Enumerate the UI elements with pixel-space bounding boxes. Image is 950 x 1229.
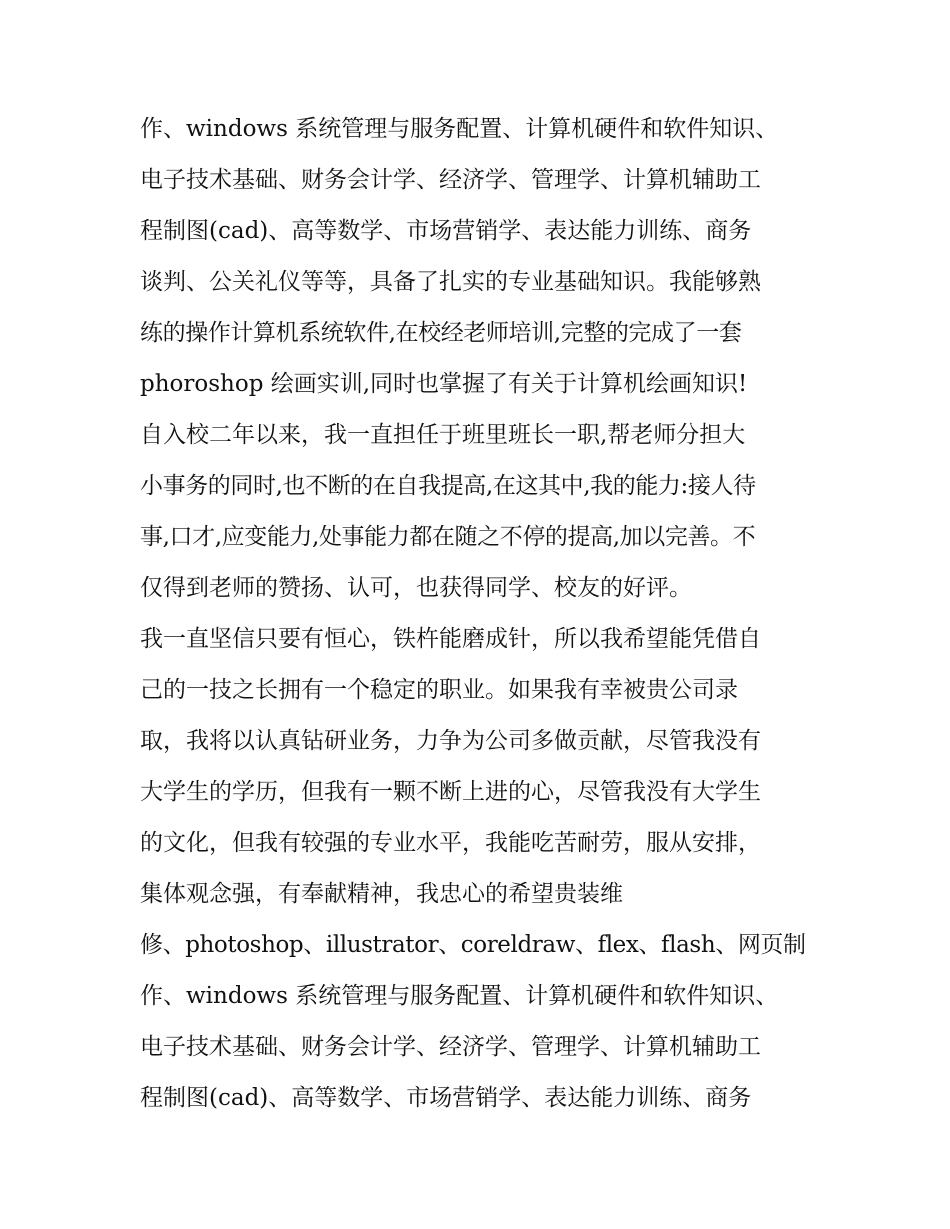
text-line: 仅得到老师的赞扬、认可，也获得同学、校友的好评。 [140,575,692,601]
text-line: phoroshop 绘画实训,同时也掌握了有关于计算机绘画知识! [140,371,748,397]
text-line: 练的操作计算机系统软件,在校经老师培训,完整的完成了一套 [140,320,742,346]
document-body-text [140,104,820,1124]
text-line: 作、windows 系统管理与服务配置、计算机硬件和软件知识、 [140,116,779,142]
text-line: 作、windows 系统管理与服务配置、计算机硬件和软件知识、 [140,983,779,1009]
text-line: 程制图(cad)、高等数学、市场营销学、表达能力训练、商务 [140,1085,752,1111]
text-line: 程制图(cad)、高等数学、市场营销学、表达能力训练、商务 [140,218,752,244]
text-line: 修、photoshop、illustrator、coreldraw、flex、flash、网页制 [140,932,806,958]
text-line: 电子技术基础、财务会计学、经济学、管理学、计算机辅助工 [140,167,761,193]
text-line: 的文化，但我有较强的专业水平，我能吃苦耐劳，服从安排， [140,830,761,856]
text-line: 集体观念强，有奉献精神，我忠心的希望贵装维 [140,881,623,907]
text-line: 电子技术基础、财务会计学、经济学、管理学、计算机辅助工 [140,1034,761,1060]
text-line: 己的一技之长拥有一个稳定的职业。如果我有幸被贵公司录 [140,677,738,703]
text-line: 取，我将以认真钻研业务，力争为公司多做贡献，尽管我没有 [140,728,761,754]
text-line: 大学生的学历，但我有一颗不断上进的心，尽管我没有大学生 [140,779,761,805]
text-line: 小事务的同时,也不断的在自我提高,在这其中,我的能力:接人待 [140,473,756,499]
text-line: 自入校二年以来，我一直担任于班里班长一职,帮老师分担大 [140,422,746,448]
text-line: 谈判、公关礼仪等等，具备了扎实的专业基础知识。我能够熟 [140,269,761,295]
text-line: 事,口才,应变能力,处事能力都在随之不停的提高,加以完善。不 [140,524,756,550]
text-line: 我一直坚信只要有恒心，铁杵能磨成针，所以我希望能凭借自 [140,626,761,652]
